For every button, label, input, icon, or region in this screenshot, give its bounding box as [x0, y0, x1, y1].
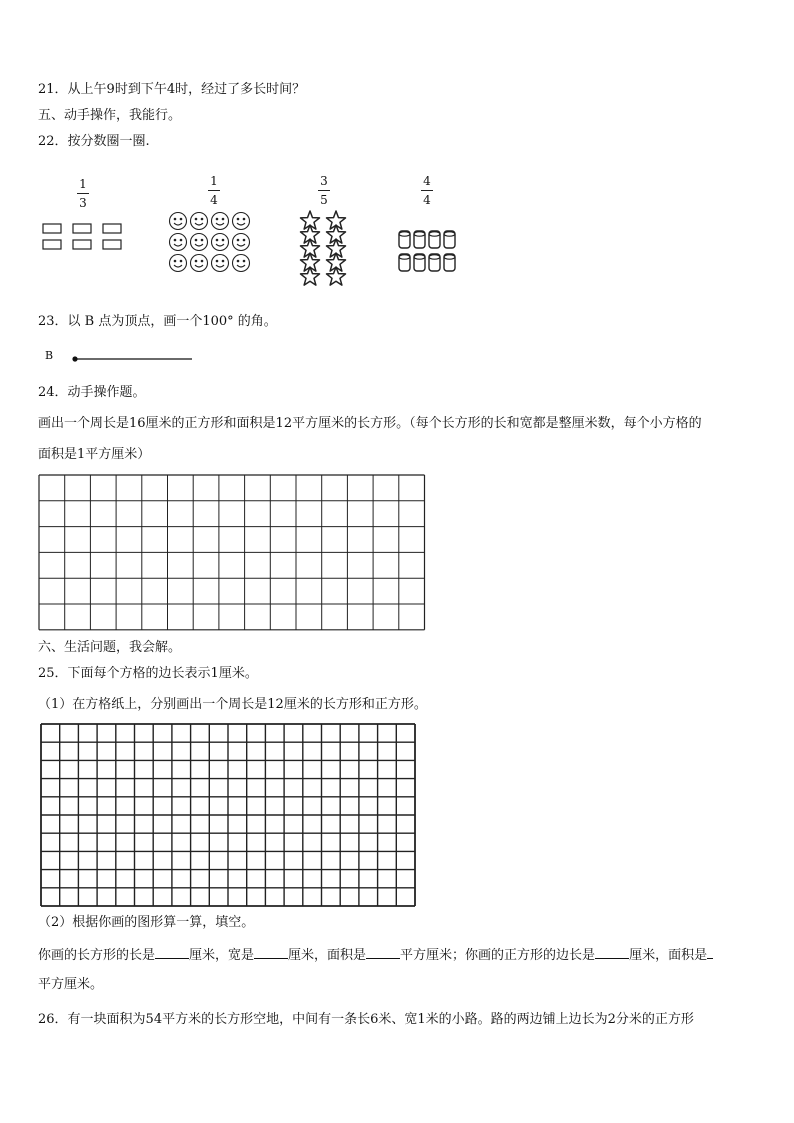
rectangle-length-blank[interactable]: [155, 946, 189, 959]
fraction-denominator: 4: [423, 193, 431, 207]
rectangle-icon: [103, 240, 121, 249]
rectangle-icon: [103, 224, 121, 233]
fraction-denominator: 3: [79, 196, 87, 210]
rectangle-icon: [73, 240, 91, 249]
fraction-numerator: 3: [320, 174, 328, 188]
question-25-part-2: （2）根据你画的图形算一算，填空。: [38, 915, 255, 930]
star-icon: [300, 267, 319, 285]
rectangle-icon-group: [42, 222, 122, 252]
cylinder-icon: [429, 231, 440, 248]
fraction-numerator: 1: [210, 174, 218, 188]
rectangle-icon: [43, 224, 61, 233]
smiley-face-icon: [170, 213, 187, 230]
smiley-face-icon: [233, 234, 250, 251]
fraction-bar: [77, 193, 89, 194]
rectangle-width-blank[interactable]: [254, 946, 288, 959]
smiley-face-icon: [212, 255, 229, 272]
fraction-numerator: 4: [423, 174, 431, 188]
cylinder-icon-group: [397, 227, 461, 275]
cylinder-icon: [414, 254, 425, 271]
star-icon: [326, 267, 345, 285]
square-side-blank[interactable]: [595, 946, 629, 959]
cylinder-icon: [414, 231, 425, 248]
fraction-denominator: 4: [210, 193, 218, 207]
grid-paper-2[interactable]: [40, 723, 418, 907]
fill-in-line-1: [38, 946, 713, 964]
smiley-face-icon: [170, 255, 187, 272]
fraction-bar: [208, 190, 220, 191]
smiley-face-icon: [212, 234, 229, 251]
angle-ray: [70, 352, 195, 364]
question-21: 21．从上午9时到下午4时，经过了多长时间？: [38, 82, 306, 97]
cylinder-icon: [444, 231, 455, 248]
cylinder-icon: [444, 254, 455, 271]
question-26: 26．有一块面积为54平方米的长方形空地，中间有一条长6米、宽1米的小路。路的两边铺上边长为2分米的正方形: [38, 1012, 694, 1027]
fill-text-1: 你画的长方形的长是: [38, 948, 156, 963]
question-25-part-1: （1）在方格纸上，分别画出一个周长是12厘米的长方形和正方形。: [38, 697, 427, 712]
smiley-face-icon: [212, 213, 229, 230]
section-5-heading: 五、动手操作，我能行。: [38, 108, 182, 123]
star-icon-group: [296, 212, 352, 288]
smiley-face-icon: [191, 234, 208, 251]
smiley-face-icon-group: [168, 212, 254, 272]
smiley-face-icon: [191, 213, 208, 230]
fill-text-4: 平方厘米；你画的正方形的边长是: [400, 948, 596, 963]
smiley-face-icon: [233, 255, 250, 272]
question-24-line-1: 画出一个周长是16厘米的正方形和面积是12平方厘米的长方形。（每个长方形的长和宽都是整厘米数，每个小方格的: [38, 416, 702, 431]
fraction-bar: [421, 190, 433, 191]
fraction-bar: [318, 190, 330, 191]
fraction-denominator: 5: [320, 193, 328, 207]
fill-text-2: 厘米，宽是: [189, 948, 255, 963]
cylinder-icon: [429, 254, 440, 271]
fill-text-5: 厘米，面积是: [629, 948, 708, 963]
rectangle-icon: [43, 240, 61, 249]
question-24: 24．动手操作题。: [38, 385, 146, 400]
question-22: 22．按分数圈一圈.: [38, 134, 150, 149]
section-6-heading: 六、生活问题，我会解。: [38, 640, 182, 655]
rectangle-area-blank[interactable]: [366, 946, 400, 959]
rectangle-icon: [73, 224, 91, 233]
cylinder-icon: [399, 254, 410, 271]
cylinder-icon: [399, 231, 410, 248]
fill-in-line-2: 平方厘米。: [38, 977, 104, 992]
fill-text-3: 厘米，面积是: [288, 948, 367, 963]
fraction-one-third: [75, 177, 91, 210]
question-25: 25．下面每个方格的边长表示1厘米。: [38, 666, 258, 681]
question-23: 23．以 B 点为顶点，画一个100° 的角。: [38, 314, 277, 329]
fraction-numerator: 1: [79, 177, 87, 191]
grid-paper-1[interactable]: [38, 474, 426, 632]
fraction-one-quarter: [206, 174, 222, 207]
smiley-face-icon: [191, 255, 208, 272]
square-area-blank[interactable]: [707, 946, 713, 959]
point-b-label: B: [45, 349, 54, 362]
smiley-face-icon: [170, 234, 187, 251]
smiley-face-icon: [233, 213, 250, 230]
fraction-three-fifths: [316, 174, 332, 207]
question-24-line-2: 面积是1平方厘米）: [38, 447, 151, 462]
fraction-four-quarters: [419, 174, 435, 207]
